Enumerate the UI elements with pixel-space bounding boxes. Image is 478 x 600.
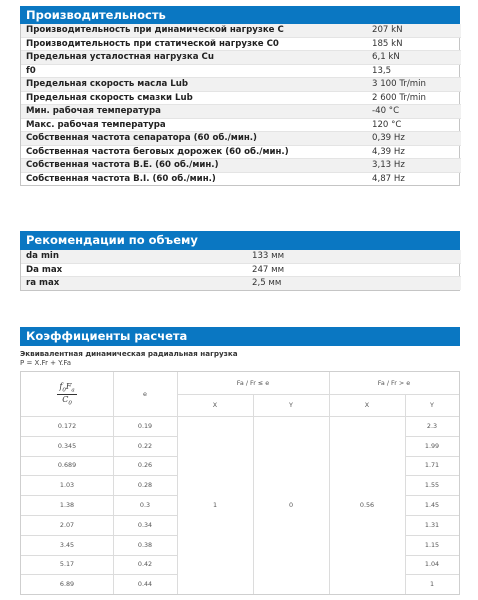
performance-row [21, 91, 461, 105]
performance-label: Собственная частота B.I. (60 об./мин.) [21, 172, 367, 185]
performance-row [21, 37, 461, 51]
row-divider [21, 574, 177, 575]
performance-row [21, 105, 461, 119]
y2-value: 1.04 [424, 560, 440, 569]
recommendation-row [21, 250, 461, 263]
performance-value: 0,39 Hz [367, 132, 461, 146]
row-divider [405, 515, 459, 516]
coefficients-subtitle: Эквивалентная динамическая радиальная нагрузка [20, 349, 238, 358]
performance-row [21, 118, 461, 132]
performance-label: Производительность при динамической нагрузке C [21, 24, 367, 37]
y2-value: 1.71 [424, 461, 440, 470]
y2-value: 1.55 [424, 481, 440, 490]
performance-label: Собственная частота B.E. (60 об./мин.) [21, 159, 367, 173]
row-divider [21, 515, 177, 516]
row-divider [405, 535, 459, 536]
performance-section [20, 6, 460, 186]
recommendation-value: 2,5 мм [247, 277, 461, 290]
e-value: 0.42 [137, 560, 153, 569]
row-divider [21, 456, 177, 457]
column-divider [329, 372, 330, 594]
group2-header: Fa / Fr > e [377, 379, 411, 387]
row-divider [405, 436, 459, 437]
performance-label: Предельная скорость масла Lub [21, 78, 367, 92]
coefficients-formula: P = X.Fr + Y.Fa [20, 359, 72, 367]
performance-label: f0 [21, 64, 367, 78]
performance-value: 3,13 Hz [367, 159, 461, 173]
recommendations-table-wrap [20, 250, 460, 291]
performance-label: Макс. рабочая температура [21, 118, 367, 132]
x1-value: 1 [212, 501, 218, 509]
performance-value: 3 100 Tr/min [367, 78, 461, 92]
row-divider [405, 475, 459, 476]
performance-table [21, 24, 461, 185]
y1-header: Y [289, 401, 293, 409]
performance-label: Собственная частота беговых дорожек (60 об./мин.) [21, 145, 367, 159]
performance-value: 4,39 Hz [367, 145, 461, 159]
performance-row [21, 132, 461, 146]
performance-row [21, 78, 461, 92]
y2-value: 1.15 [424, 540, 440, 549]
coefficients-header: Коэффициенты расчета [20, 327, 460, 346]
x2-header: X [364, 401, 370, 409]
e-value: 0.22 [137, 441, 153, 450]
performance-row [21, 172, 461, 185]
recommendation-label: da min [21, 250, 247, 263]
y2-value: 2.3 [426, 421, 438, 430]
coefficients-section [20, 327, 460, 346]
performance-label: Собственная частота сепаратора (60 об./мин.) [21, 132, 367, 146]
row-divider [21, 436, 177, 437]
header-divider [177, 394, 459, 395]
e-value: 0.26 [137, 461, 153, 470]
performance-value: 4,87 Hz [367, 172, 461, 185]
performance-value: 207 kN [367, 24, 461, 37]
performance-header: Производительность [20, 6, 460, 24]
performance-label: Предельная скорость смазки Lub [21, 91, 367, 105]
performance-value: 13,5 [367, 64, 461, 78]
performance-row [21, 51, 461, 65]
e-value: 0.3 [139, 501, 151, 510]
performance-value: 6,1 kN [367, 51, 461, 65]
performance-row [21, 64, 461, 78]
column-divider [253, 394, 254, 594]
e-value: 0.38 [137, 540, 153, 549]
recommendation-row [21, 263, 461, 277]
header-divider [21, 416, 459, 417]
y2-header: Y [430, 401, 434, 409]
recommendation-row [21, 277, 461, 290]
recommendations-table [21, 250, 461, 290]
performance-value: 185 kN [367, 37, 461, 51]
ratio-value: 2.07 [59, 520, 75, 529]
ratio-value: 0.172 [57, 421, 77, 430]
ratio-value: 0.689 [57, 461, 77, 470]
ratio-value: 3.45 [59, 540, 75, 549]
row-divider [405, 456, 459, 457]
recommendation-value: 133 мм [247, 250, 461, 263]
x1-header: X [212, 401, 218, 409]
performance-row [21, 145, 461, 159]
performance-label: Производительность при статической нагрузке C0 [21, 37, 367, 51]
row-divider [405, 495, 459, 496]
row-divider [21, 555, 177, 556]
performance-row [21, 159, 461, 173]
ratio-value: 1.38 [59, 501, 75, 510]
performance-label: Мин. рабочая температура [21, 105, 367, 119]
e-value: 0.34 [137, 520, 153, 529]
performance-value: 120 °C [367, 118, 461, 132]
y2-value: 1.45 [424, 501, 440, 510]
performance-label: Предельная усталостная нагрузка Cu [21, 51, 367, 65]
performance-table-wrap [20, 24, 460, 186]
y2-value: 1.31 [424, 520, 440, 529]
recommendations-section [20, 231, 460, 291]
recommendation-label: ra max [21, 277, 247, 290]
row-divider [405, 574, 459, 575]
recommendation-value: 247 мм [247, 263, 461, 277]
coefficients-table [20, 371, 460, 595]
column-divider [405, 394, 406, 594]
e-value: 0.19 [137, 421, 153, 430]
ratio-value: 5.17 [59, 560, 75, 569]
row-divider [21, 535, 177, 536]
group1-header: Fa / Fr ≤ e [236, 379, 270, 387]
ratio-value: 0.345 [57, 441, 77, 450]
ratio-value: 6.89 [59, 580, 75, 589]
e-header: e [143, 390, 147, 398]
row-divider [21, 495, 177, 496]
y2-value: 1.99 [424, 441, 440, 450]
performance-value: -40 °C [367, 105, 461, 119]
row-divider [21, 475, 177, 476]
x2-value: 0.56 [359, 501, 375, 509]
row-divider [405, 555, 459, 556]
e-value: 0.28 [137, 481, 153, 490]
e-value: 0.44 [137, 580, 153, 589]
recommendation-label: Da max [21, 263, 247, 277]
ratio-header [21, 372, 113, 416]
performance-value: 2 600 Tr/min [367, 91, 461, 105]
ratio-value: 1.03 [59, 481, 75, 490]
y2-value: 1 [429, 580, 435, 589]
ratio-fraction: $\frac{f_0F_a}{C_0}$ [59, 381, 75, 407]
column-divider [177, 372, 178, 594]
y1-value: 0 [288, 501, 294, 509]
column-divider [113, 372, 114, 594]
recommendations-header: Рекомендации по объему [20, 231, 460, 250]
performance-row [21, 24, 461, 37]
